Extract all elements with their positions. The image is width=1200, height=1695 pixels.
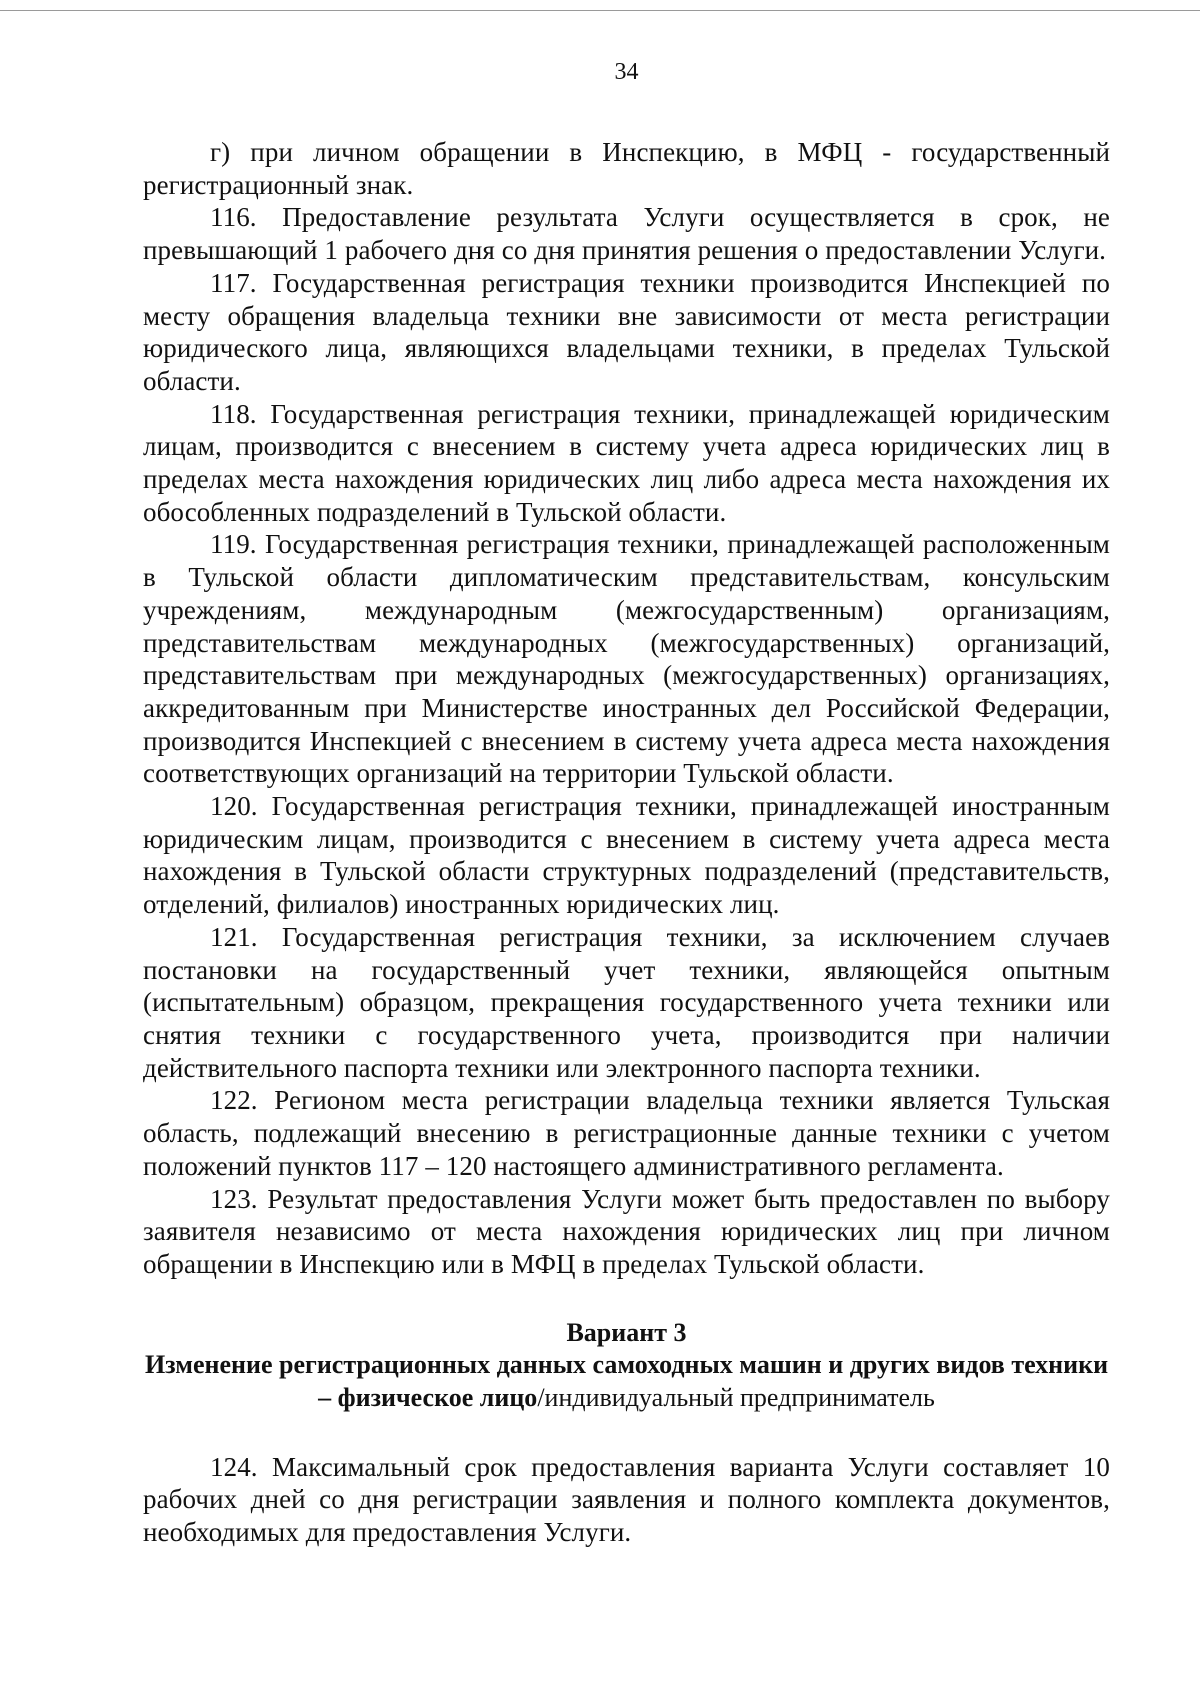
page-number: 34 xyxy=(614,59,639,85)
body-paragraphs-before xyxy=(143,136,1110,1281)
section-subtitle xyxy=(143,1349,1110,1414)
paragraph-120: 120. Государственная регистрация техники, принадлежащей иностранным юридическим лицам, производится с внесением в систему учета адреса места нахождения в Тульской области структурных подразделений (представительств, отделений, филиалов) иностранных юридических лиц. xyxy=(143,791,1110,920)
top-scan-rule xyxy=(0,10,1200,11)
paragraph-124: 124. Максимальный срок предоставления варианта Услуги составляет 10 рабочих дней со дня регистрации заявления и полного комплекта документов, необходимых для предоставления Услуги. xyxy=(143,1451,1110,1548)
paragraph-122: 122. Регионом места регистрации владельца техники является Тульская область, подлежащий внесению в регистрационные данные техники с учетом положений пунктов 117 – 120 настоящего административного регламента. xyxy=(143,1085,1110,1181)
section-subtitle-bold: Изменение регистрационных данных самоходных машин и других видов техники – физическое лицо xyxy=(144,1350,1109,1413)
section-spacer xyxy=(143,1415,1110,1451)
section-subtitle-normal: /индивидуальный предприниматель xyxy=(537,1383,935,1413)
body-paragraphs-after xyxy=(143,1451,1110,1549)
paragraph-item-g: г) при личном обращении в Инспекцию, в МФЦ - государственный регистрационный знак. xyxy=(143,137,1110,200)
section-title: Вариант 3 xyxy=(566,1317,687,1347)
paragraph-119: 119. Государственная регистрация техники, принадлежащей расположенным в Тульской области дипломатическим представительствам, консульским учреждениям, международным (межгосударственным) организациям, представительствам международных (межгосударственных) организаций, представительствам при международных (межгосударственных) организациях, аккредитованным при Министерстве иностранных дел Российской Федерации, производится Инспекцией с внесением в систему учета адреса места нахождения соответствующих организаций на территории Тульской области. xyxy=(143,529,1110,789)
section-heading xyxy=(143,1317,1110,1415)
paragraph-117: 117. Государственная регистрация техники производится Инспекцией по месту обращения владельца техники вне зависимости от места регистрации юридического лица, являющихся владельцами техники, в пределах Тульской области. xyxy=(143,267,1110,396)
paragraph-123: 123. Результат предоставления Услуги может быть предоставлен по выбору заявителя независимо от места нахождения юридических лиц при личном обращении в Инспекцию или в МФЦ в пределах Тульской области. xyxy=(143,1183,1110,1279)
document-page xyxy=(143,56,1110,1549)
paragraph-116: 116. Предоставление результата Услуги осуществляется в срок, не превышающий 1 рабочего дня со дня принятия решения о предоставлении Услуги. xyxy=(143,202,1110,266)
paragraph-118: 118. Государственная регистрация техники, принадлежащей юридическим лицам, производится с внесением в систему учета адреса юридических лиц в пределах места нахождения юридических лиц либо адреса места нахождения их обособленных подразделений в Тульской области. xyxy=(143,398,1110,527)
paragraph-121: 121. Государственная регистрация техники, за исключением случаев постановки на государственный учет техники, являющейся опытным (испытательным) образцом, прекращения государственного учета техники или снятия техники с государственного учета, производится при наличии действительного паспорта техники или электронного паспорта техники. xyxy=(143,921,1110,1083)
